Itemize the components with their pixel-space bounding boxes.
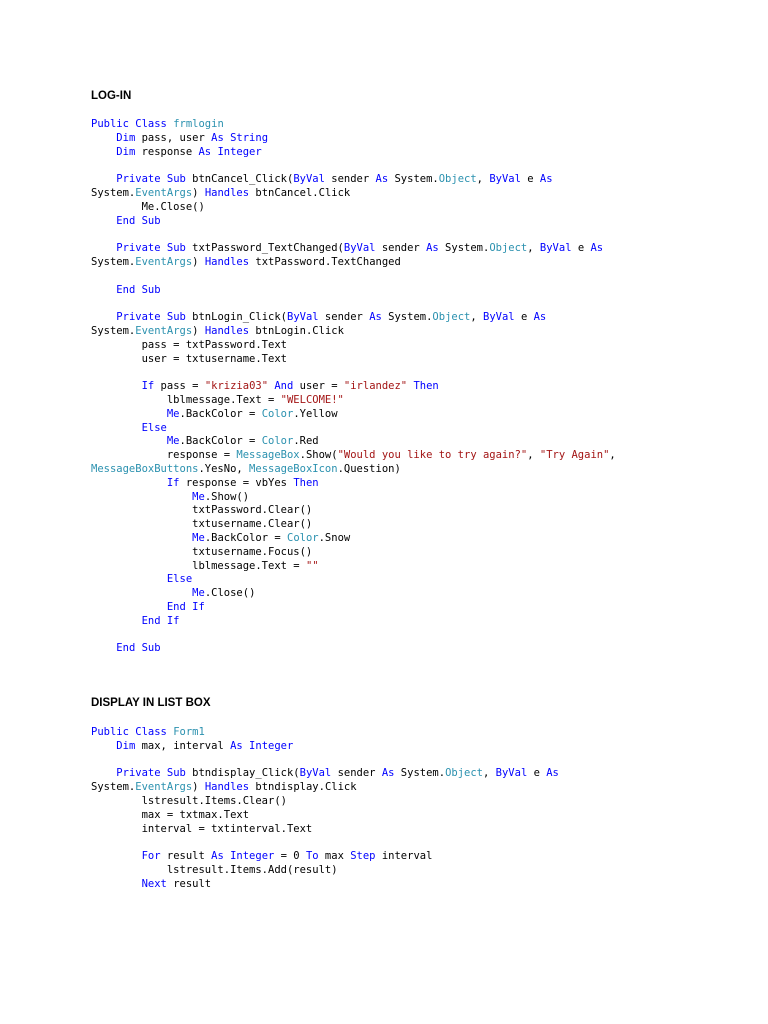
code-token: System. [394, 767, 446, 780]
code-token: ByVal [489, 173, 521, 186]
code-token: Me [192, 490, 205, 503]
code-token: "WELCOME!" [280, 393, 344, 406]
code-line [91, 532, 751, 546]
code-token: , [483, 767, 496, 780]
code-token: pass, user [135, 131, 212, 144]
code-token [91, 146, 116, 158]
code-token: .Show( [299, 449, 338, 462]
code-token: As [533, 311, 547, 324]
code-token: e [514, 311, 534, 324]
code-token: For [141, 850, 161, 863]
code-token: Private Sub [116, 173, 186, 186]
code-token [91, 242, 116, 254]
code-token: , [527, 242, 540, 255]
code-token: Dim [116, 739, 136, 752]
code-token: Me [166, 407, 180, 420]
code-token: .BackColor = [204, 531, 287, 544]
code-line [91, 767, 751, 781]
code-token: txtPassword.Clear() [91, 504, 313, 517]
code-token: e [571, 242, 591, 255]
code-token: result [160, 850, 212, 863]
code-line [91, 463, 751, 477]
code-token: pass = [154, 380, 205, 393]
code-block-login [91, 118, 751, 656]
code-token: ) [192, 781, 205, 794]
code-token: Object [489, 242, 528, 255]
code-token: .Question) [337, 462, 401, 475]
code-token: Else [166, 573, 193, 586]
code-line [91, 504, 751, 518]
code-token: As [381, 767, 395, 780]
code-token: Color [261, 407, 294, 420]
code-token: EventArgs [135, 781, 193, 794]
code-token: sender [324, 173, 376, 186]
code-token: txtPassword.TextChanged [249, 255, 401, 268]
code-token [91, 573, 167, 585]
code-block-listbox [91, 726, 751, 892]
code-token: Dim [116, 145, 136, 158]
code-token: Me [192, 531, 205, 544]
code-token: Me [192, 587, 205, 600]
code-token: ) [192, 324, 205, 337]
code-line [91, 132, 751, 146]
code-token: As Integer [230, 739, 294, 752]
code-line [91, 878, 751, 892]
code-token: Object [438, 173, 477, 186]
code-line [91, 187, 751, 201]
code-token [91, 767, 116, 779]
code-token [91, 408, 167, 420]
code-token: System. [91, 781, 136, 794]
code-token: Then [413, 380, 439, 393]
code-token: Object [445, 767, 483, 780]
code-token: EventArgs [135, 186, 193, 199]
code-token [91, 132, 116, 144]
code-line [91, 228, 751, 242]
code-line [91, 380, 751, 394]
section-heading-listbox: DISPLAY IN LIST BOX [91, 697, 211, 709]
code-token: System. [91, 186, 136, 199]
code-token [91, 850, 142, 862]
code-token: lblmessage.Text = [91, 393, 281, 406]
code-token: ByVal [495, 767, 528, 780]
code-token: Private Sub [116, 767, 186, 780]
code-token: response = vbYes [179, 476, 294, 489]
code-token: .Snow [318, 531, 351, 544]
code-token [91, 601, 167, 613]
code-token: System. [91, 324, 136, 337]
code-line [91, 449, 751, 463]
code-token [91, 311, 116, 323]
code-token: btnLogin_Click( [185, 311, 287, 324]
code-line [91, 740, 751, 754]
code-line [91, 836, 751, 850]
code-token: lblmessage.Text = [91, 559, 306, 572]
code-token: , [527, 449, 540, 462]
code-token [91, 491, 192, 503]
code-token: Color [261, 435, 294, 448]
code-token: As Integer [211, 850, 275, 863]
code-token: e [527, 767, 547, 780]
code-line [91, 477, 751, 491]
code-line [91, 256, 751, 270]
code-line [91, 781, 751, 795]
code-token: MessageBoxButtons [91, 462, 199, 475]
code-token: Handles [204, 781, 250, 794]
code-token: ByVal [343, 242, 376, 255]
code-token: "Try Again" [539, 449, 610, 462]
code-token: ByVal [299, 767, 332, 780]
code-token: txtPassword_TextChanged( [185, 242, 344, 255]
code-token: Color [287, 531, 319, 544]
code-line [91, 159, 751, 173]
code-token: btndisplay.Click [249, 781, 357, 794]
code-token: System. [388, 173, 439, 186]
code-token: End If [141, 614, 180, 627]
code-token: response = [91, 449, 237, 462]
code-token [91, 215, 116, 227]
code-line [91, 173, 751, 187]
code-token: user = txtusername.Text [91, 352, 287, 365]
code-line [91, 311, 751, 325]
code-token: .Yellow [293, 407, 338, 420]
code-token [91, 477, 167, 489]
code-line [91, 628, 751, 642]
code-token: txtusername.Clear() [91, 518, 313, 531]
code-token [91, 615, 142, 627]
code-token [91, 532, 192, 544]
code-token: End If [166, 600, 205, 613]
code-token: As [375, 173, 389, 186]
code-token: Handles [204, 186, 250, 199]
code-token: MessageBox [236, 449, 300, 462]
code-token: sender [375, 242, 427, 255]
code-token: ByVal [483, 311, 515, 324]
code-token: As [546, 767, 559, 780]
code-line [91, 795, 751, 809]
code-token: response [135, 145, 199, 158]
code-token: Private Sub [116, 311, 186, 324]
code-token: Public Class [91, 726, 174, 738]
code-token: ) [192, 186, 205, 199]
code-line [91, 615, 751, 629]
code-line [91, 284, 751, 298]
code-token: txtusername.Focus() [91, 545, 313, 558]
code-token: Else [141, 421, 167, 434]
code-line [91, 491, 751, 505]
code-token: .Close() [204, 587, 256, 600]
code-token: interval [375, 850, 433, 863]
code-line [91, 146, 751, 160]
code-line [91, 850, 751, 864]
code-token: lstresult.Items.Add(result) [91, 863, 338, 876]
code-token: ByVal [539, 242, 572, 255]
code-line [91, 353, 751, 367]
code-line [91, 325, 751, 339]
code-line [91, 270, 751, 284]
code-token: Me [166, 435, 180, 448]
code-token: ByVal [293, 173, 325, 186]
code-token: btnCancel.Click [249, 186, 351, 199]
code-token: As [369, 311, 382, 324]
code-token: max, interval [135, 739, 231, 752]
code-token: Next [141, 877, 167, 890]
code-token: sender [318, 311, 370, 324]
code-token: result [166, 877, 212, 890]
code-token [91, 422, 142, 434]
code-token: .BackColor = [179, 435, 262, 448]
code-token [91, 173, 116, 185]
code-token: , [470, 311, 484, 324]
code-token: btndisplay_Click( [185, 767, 300, 780]
code-line [91, 297, 751, 311]
code-token [91, 878, 142, 890]
code-token: "" [305, 559, 319, 572]
code-line [91, 823, 751, 837]
code-line [91, 546, 751, 560]
code-token: As Integer [198, 145, 262, 158]
code-token: pass = txtPassword.Text [91, 338, 287, 351]
code-token: , [476, 173, 490, 186]
code-token: As [426, 242, 439, 255]
code-token: System. [91, 255, 136, 268]
code-line [91, 118, 751, 132]
code-token: .Show() [204, 490, 250, 503]
code-token: .BackColor = [179, 407, 262, 420]
code-token: max = txtmax.Text [91, 808, 250, 821]
code-token: To [305, 850, 319, 863]
code-token: End Sub [116, 642, 161, 655]
code-token: btnCancel_Click( [185, 173, 294, 186]
code-line [91, 435, 751, 449]
code-line [91, 408, 751, 422]
code-token: As [590, 242, 604, 255]
code-token: Then [293, 476, 319, 489]
code-token: If [166, 476, 180, 489]
code-token [91, 284, 116, 296]
code-token: As String [211, 131, 269, 144]
code-token: Me.Close() [91, 200, 205, 213]
code-token: , [609, 449, 616, 462]
code-token: = 0 [274, 850, 306, 863]
code-line [91, 242, 751, 256]
code-line [91, 366, 751, 380]
code-token [91, 740, 116, 752]
code-token: End Sub [116, 214, 161, 227]
code-line [91, 754, 751, 768]
code-token: Handles [204, 324, 250, 337]
code-token: MessageBoxIcon [249, 462, 338, 475]
code-token: frmlogin [173, 118, 224, 130]
code-token: e [520, 173, 540, 186]
code-token: And [274, 380, 294, 393]
code-token: ByVal [287, 311, 319, 324]
code-token: If [141, 380, 155, 393]
code-token: Step [350, 850, 376, 863]
code-token: "irlandez" [343, 380, 408, 393]
code-line [91, 422, 751, 436]
code-line [91, 864, 751, 878]
code-line [91, 642, 751, 656]
code-line [91, 339, 751, 353]
code-line [91, 573, 751, 587]
code-token: "krizia03" [204, 380, 269, 393]
code-token: .Red [293, 435, 319, 448]
code-token: .YesNo, [198, 462, 250, 475]
code-token: EventArgs [135, 255, 193, 268]
code-line [91, 587, 751, 601]
code-token: Object [432, 311, 471, 324]
code-token [91, 642, 116, 654]
code-line [91, 518, 751, 532]
code-token: Dim [116, 131, 136, 144]
code-token [91, 435, 167, 447]
code-token: System. [381, 311, 433, 324]
code-token: lstresult.Items.Clear() [91, 794, 287, 807]
code-token: btnLogin.Click [249, 324, 344, 337]
code-token: sender [331, 767, 382, 780]
code-token: "Would you like to try again?" [337, 449, 528, 462]
code-token [91, 380, 142, 392]
code-line [91, 601, 751, 615]
code-line [91, 726, 751, 740]
code-token: End Sub [116, 283, 161, 296]
code-token: System. [438, 242, 490, 255]
code-token: max [318, 850, 351, 863]
code-token: EventArgs [135, 324, 193, 337]
code-token: interval = txtinterval.Text [91, 822, 313, 835]
code-line [91, 201, 751, 215]
code-token: As [539, 173, 553, 186]
code-line [91, 560, 751, 574]
section-heading-login: LOG-IN [91, 90, 132, 102]
code-token: user = [293, 380, 344, 393]
code-line [91, 809, 751, 823]
code-line [91, 394, 751, 408]
code-token: Handles [204, 255, 250, 268]
code-token: Public Class [91, 118, 174, 130]
code-token [91, 587, 192, 599]
code-line [91, 215, 751, 229]
code-token: Private Sub [116, 242, 186, 255]
code-token: ) [192, 255, 205, 268]
code-token: Form1 [173, 726, 205, 738]
